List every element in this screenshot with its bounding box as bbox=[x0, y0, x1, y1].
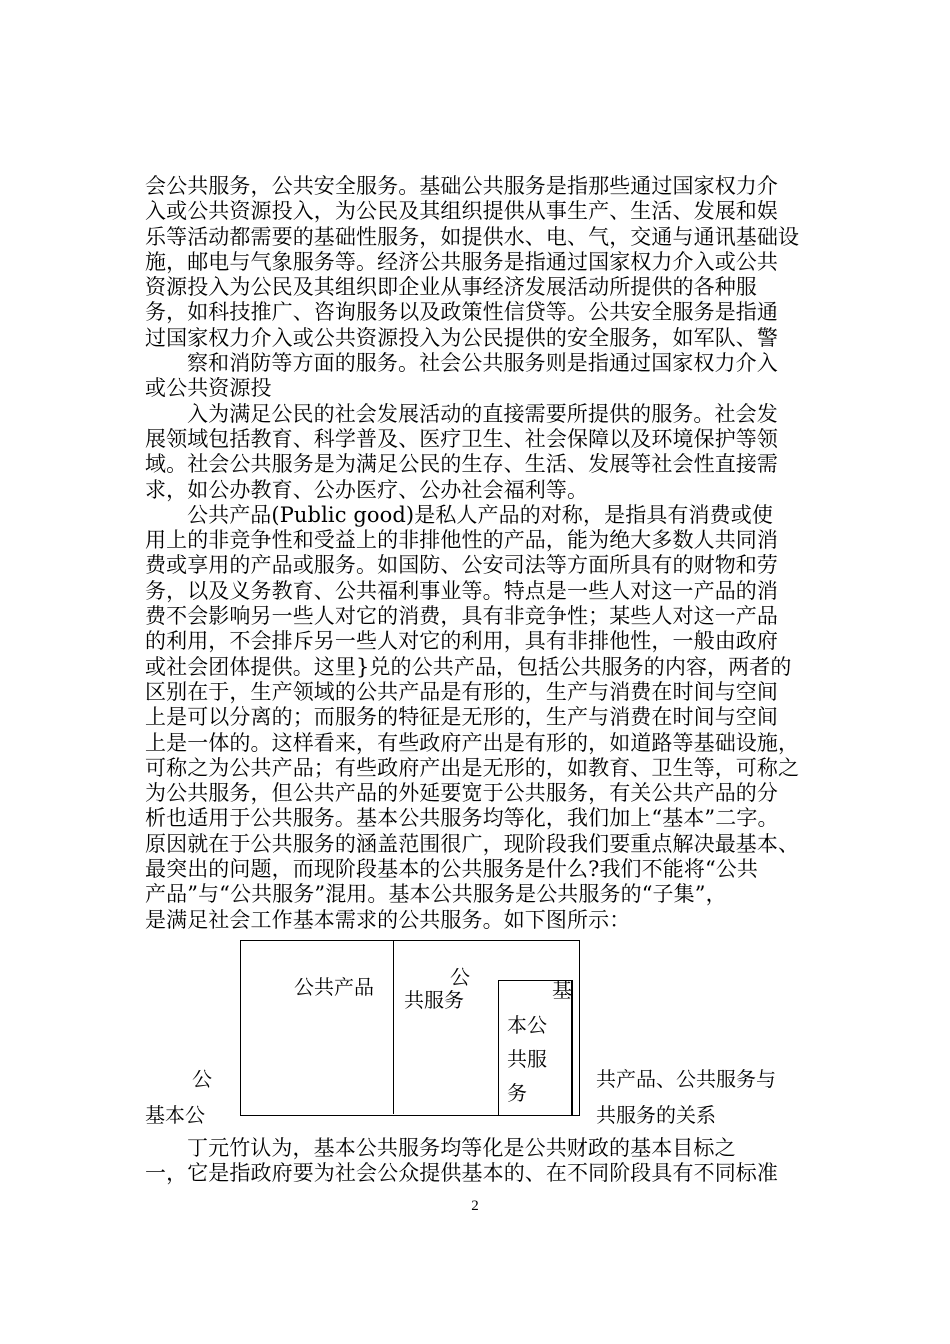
text-line: 察和消防等方面的服务。社会公共服务则是指通过国家权力介入 bbox=[187, 351, 778, 376]
text-line: 费或享用的产品或服务。如国防、公安司法等方面所具有的财物和劳 bbox=[145, 553, 778, 578]
body-text-bottom bbox=[145, 1136, 815, 1187]
public-services-divider bbox=[393, 940, 394, 1114]
text-line: 求，如公办教育、公办医疗、公办社会福利等。 bbox=[145, 477, 589, 502]
text-line: 可称之为公共产品；有些政府产出是无形的，如教育、卫生等，可称之 bbox=[145, 755, 800, 780]
text-line: 务，以及义务教育、公共福利事业等。特点是一些人对这一产品的消 bbox=[145, 578, 778, 603]
text-line: 乐等活动都需要的基础性服务，如提供水、电、气，交通与通讯基础设 bbox=[145, 224, 800, 249]
text-line: 会公共服务，公共安全服务。基础公共服务是指那些通过国家权力介 bbox=[145, 174, 778, 198]
text-line: 最突出的问题，而现阶段基本的公共服务是什么?我们不能将“公共 bbox=[145, 857, 758, 882]
page-number: 2 bbox=[471, 1198, 479, 1214]
text-line: 区别在于，生产领域的公共产品是有形的，生产与消费在时间与空间 bbox=[145, 679, 778, 704]
text-line: 展领域包括教育、科学普及、医疗卫生、社会保障以及环境保护等领 bbox=[145, 426, 778, 451]
text-line: 上是可以分离的；而服务的特征是无形的，生产与消费在时间与空间 bbox=[145, 705, 778, 730]
label-public-service-char: 公 bbox=[450, 965, 470, 989]
label-public-service-rest: 共服务 bbox=[404, 988, 464, 1012]
label-basic-char: 基 bbox=[552, 978, 572, 1002]
text-line: 过国家权力介入或公共资源投入为公民提供的安全服务，如军队、警 bbox=[145, 325, 778, 350]
label-basic-line2: 本公 bbox=[507, 1013, 547, 1037]
text-line: 析也适用于公共服务。基本公共服务均等化，我们加上“基本”二字。 bbox=[145, 806, 779, 831]
text-line: 用上的非竞争性和受益上的非排他性的产品，能为绝大多数人共同消 bbox=[145, 528, 778, 553]
text-line: 一，它是指政府要为社会公众提供基本的、在不同阶段具有不同标准 bbox=[145, 1161, 778, 1186]
text-line: 为公共服务，但公共产品的外延要宽于公共服务，有关公共产品的分 bbox=[145, 781, 778, 806]
text-line: 资源投入为公民及其组织即企业从事经济发展活动所提供的各种服 bbox=[145, 275, 757, 300]
body-text-top bbox=[145, 174, 815, 933]
caption-left-top: 公 bbox=[192, 1067, 212, 1091]
text-line: 公共产品(Public good)是私人产品的对称，是指具有消费或使 bbox=[187, 502, 773, 527]
label-basic-line3: 共服 bbox=[507, 1047, 547, 1071]
label-public-products: 公共产品 bbox=[294, 975, 374, 999]
caption-left-bottom: 基本公 bbox=[145, 1103, 205, 1127]
text-line: 上是一体的。这样看来，有些政府产出是有形的，如道路等基础设施， bbox=[145, 730, 800, 755]
text-line: 原因就在于公共服务的涵盖范围很广，现阶段我们要重点解决最基本、 bbox=[145, 831, 800, 856]
text-line: 入或公共资源投入，为公民及其组织提供从事生产、生活、发展和娱 bbox=[145, 199, 778, 224]
caption-right-line1: 共产品、公共服务与 bbox=[596, 1067, 776, 1091]
text-line: 的利用，不会排斥另一些人对它的利用，具有非排他性，一般由政府 bbox=[145, 629, 778, 654]
caption-right-line2: 共服务的关系 bbox=[596, 1103, 716, 1127]
text-line: 域。社会公共服务是为满足公民的生存、生活、发展等社会性直接需 bbox=[145, 452, 778, 477]
text-line: 产品”与“公共服务”混用。基本公共服务是公共服务的“子集”， bbox=[145, 882, 727, 907]
text-line: 或社会团体提供。这里}兑的公共产品，包括公共服务的内容，两者的 bbox=[145, 654, 792, 679]
text-line: 或公共资源投 bbox=[145, 376, 272, 401]
text-line: 入为满足公民的社会发展活动的直接需要所提供的服务。社会发 bbox=[187, 401, 778, 426]
text-line: 是满足社会工作基本需求的公共服务。如下图所示： bbox=[145, 907, 631, 932]
text-line: 丁元竹认为，基本公共服务均等化是公共财政的基本目标之 bbox=[187, 1136, 736, 1160]
text-line: 费不会影响另一些人对它的消费，具有非竞争性；某些人对这一产品 bbox=[145, 604, 778, 629]
text-line: 务，如科技推广、咨询服务以及政策性信贷等。公共安全服务是指通 bbox=[145, 300, 778, 325]
label-basic-line4: 务 bbox=[507, 1081, 527, 1105]
relationship-diagram bbox=[240, 940, 580, 1117]
text-line: 施，邮电与气象服务等。经济公共服务是指通过国家权力介入或公共 bbox=[145, 249, 778, 274]
